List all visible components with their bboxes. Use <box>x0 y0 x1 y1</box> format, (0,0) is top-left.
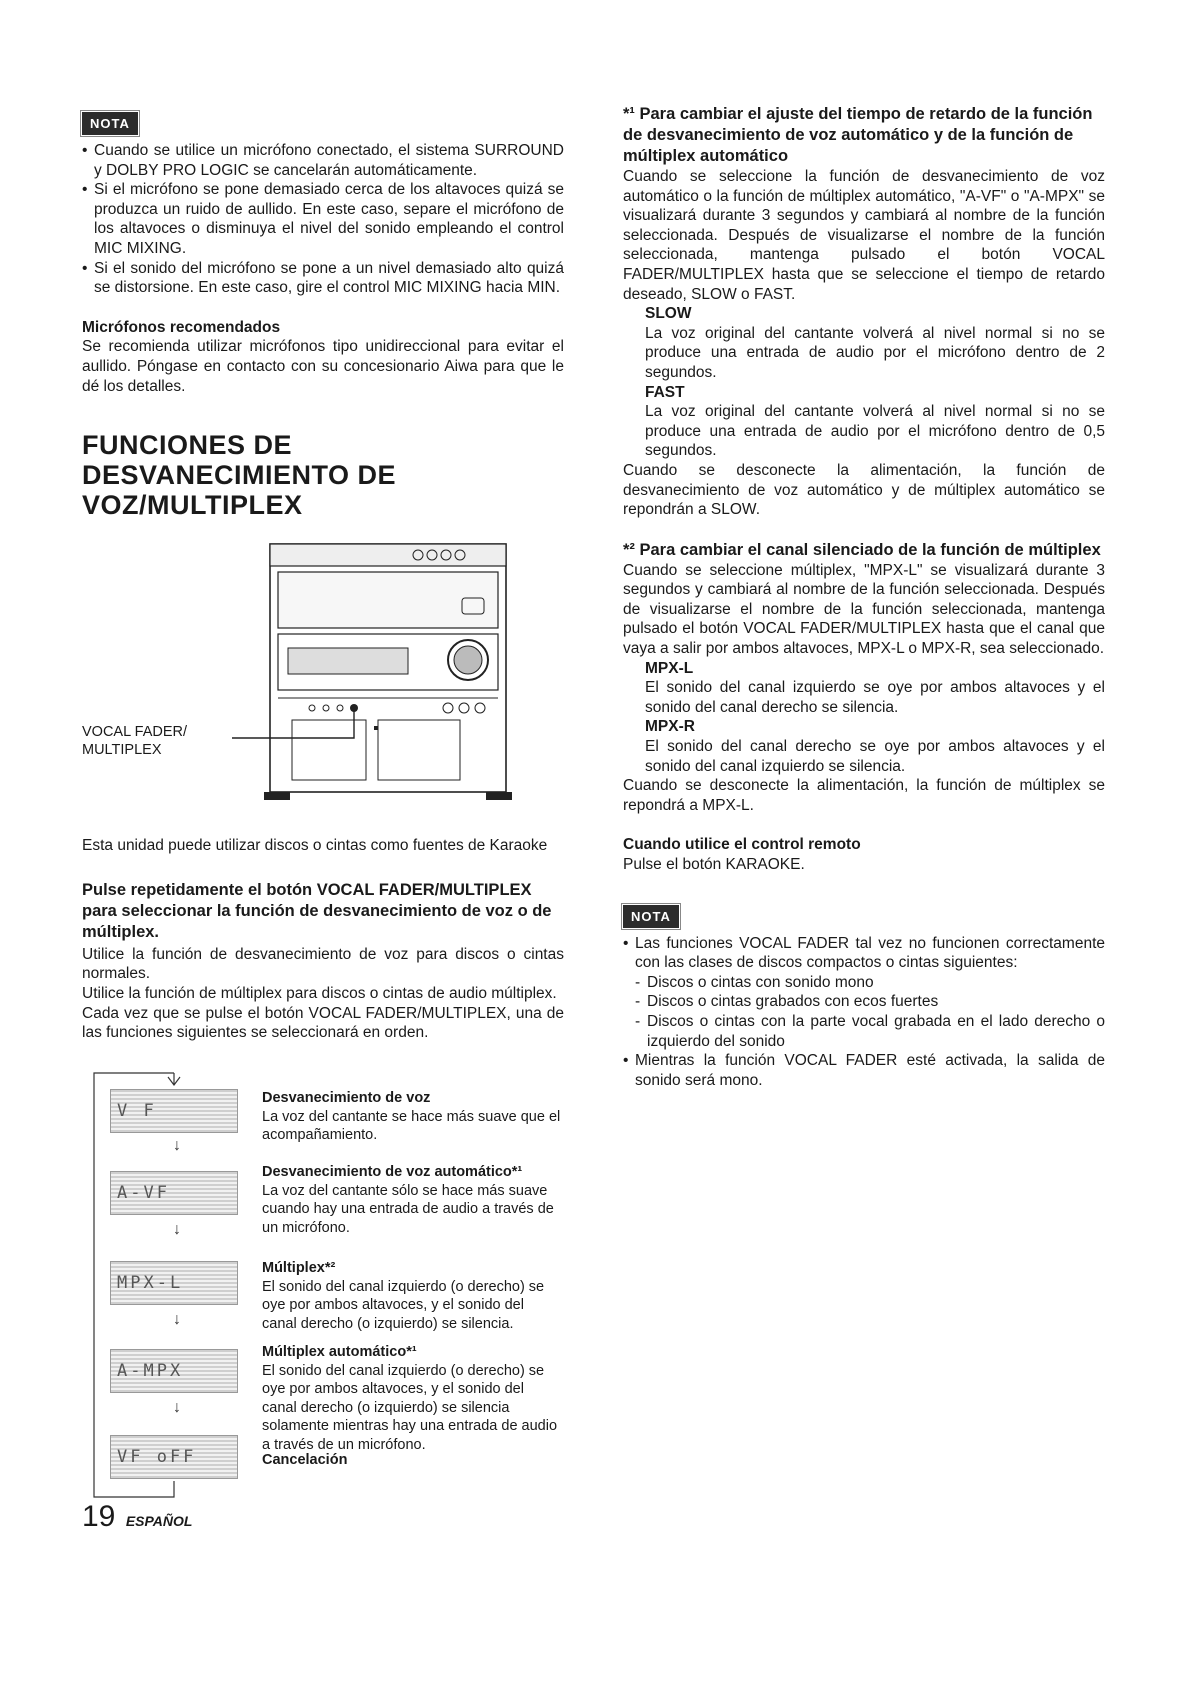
function-entry <box>262 1089 562 1145</box>
function-title: Múltiplex automático*¹ <box>262 1343 417 1360</box>
delay-heading: *¹ Para cambiar el ajuste del tiempo de retardo de la función de desvanecimiento de voz automático y de la función de múltiplex automático <box>623 105 1093 165</box>
page-number: 19 <box>82 1500 116 1533</box>
paragraph: Cuando se desconecte la alimentación, la función de múltiplex se repondrá a MPX-L. <box>623 777 1105 814</box>
intro-text: Esta unidad puede utilizar discos o cintas como fuentes de Karaoke <box>82 837 548 855</box>
remote-text: Pulse el botón KARAOKE. <box>623 856 805 873</box>
function-title: Múltiplex*² <box>262 1259 336 1276</box>
nota-badge: NOTA <box>623 905 679 928</box>
function-entry <box>262 1259 562 1334</box>
paragraph: Cuando se seleccione la función de desvanecimiento de voz automático o la función de múltiplex automático, "A-VF" o "A-MPX" se visualizará durante 3 segundos y cambiará al nombre de la función seleccionada. Después de visualizarse el nombre de la función seleccionada, mantenga pulsado el botón VOCAL FADER/MULTIPLEX hasta que se seleccione el tiempo de retardo deseado, SLOW o FAST. <box>623 168 1105 303</box>
nota-item: • Si el sonido del micrófono se pone a un nivel demasiado alto quizá se distorsione. En este caso, gire el control MIC MIXING hacia MIN. <box>82 259 564 298</box>
nota-subitem: - Discos o cintas grabados con ecos fuertes <box>635 992 1105 1012</box>
function-entry <box>262 1343 562 1455</box>
diagram-label: MULTIPLEX <box>82 742 162 759</box>
nota-item: • Si el micrófono se pone demasiado cerca de los altavoces quizá se produzca un ruido de aullido. En este caso, separe el micrófono de los altavoces o disminuya el nivel del sonido empleando el control MIC MIXING. <box>82 180 564 258</box>
remote-heading: Cuando utilice el control remoto <box>623 836 861 854</box>
down-arrow-icon: ↓ <box>173 1136 181 1154</box>
section-title: FUNCIONES DE DESVANECIMIENTO DE VOZ/MULTIPLEX <box>82 430 397 521</box>
option-text: El sonido del canal izquierdo se oye por ambos altavoces y el sonido del canal derecho se silencia. <box>645 679 1105 716</box>
nota-sublist <box>635 973 1105 1051</box>
function-entry <box>262 1451 562 1470</box>
function-text: La voz del cantante sólo se hace más suave cuando hay una entrada de audio a través de un micrófono. <box>262 1182 554 1236</box>
instruction-heading: Pulse repetidamente el botón VOCAL FADER/MULTIPLEX para seleccionar la función de desvanecimiento de voz o de múltiplex. <box>82 880 552 941</box>
function-text: El sonido del canal izquierdo (o derecho) se oye por ambos altavoces, y el sonido del canal derecho (o izquierdo) se silencia solamente mientras hay una entrada de audio a través de un micrófono. <box>262 1362 558 1453</box>
nota-item-text: Las funciones VOCAL FADER tal vez no funcionen correctamente con las clases de discos compactos o cintas siguientes: <box>635 934 1105 972</box>
nota-item: • Cuando se utilice un micrófono conectado, el sistema SURROUND y DOLBY PRO LOGIC se cancelarán automáticamente. <box>82 141 564 180</box>
lcd-display: A-VF <box>110 1171 238 1215</box>
function-title: Cancelación <box>262 1451 348 1468</box>
function-entry <box>262 1163 562 1238</box>
diagram-label: VOCAL FADER/ <box>82 724 188 741</box>
option-text: La voz original del cantante volverá al nivel normal si no se produce una entrada de audio por el micrófono dentro de 2 segundos. <box>645 324 1105 381</box>
page-footer <box>82 1500 192 1534</box>
function-text: La voz del cantante se hace más suave que el acompañamiento. <box>262 1108 561 1144</box>
lcd-display: V F <box>110 1089 238 1133</box>
nota-item: • Mientras la función VOCAL FADER esté activada, la salida de sonido será mono. <box>623 1051 1105 1090</box>
left-column <box>82 112 564 1511</box>
diagram-callout <box>82 723 187 759</box>
lcd-display: A-MPX <box>110 1349 238 1393</box>
paragraph: Cada vez que se pulse el botón VOCAL FADER/MULTIPLEX, una de las funciones siguientes se seleccionará en orden. <box>82 1004 564 1042</box>
option-label: MPX-L <box>645 659 694 677</box>
lcd-display: VF oFF <box>110 1435 238 1479</box>
nota-subitem: - Discos o cintas con sonido mono <box>635 973 1105 993</box>
stereo-diagram <box>82 538 564 816</box>
channel-heading: *² Para cambiar el canal silenciado de la función de múltiplex <box>623 540 1101 559</box>
nota-list <box>82 141 564 298</box>
down-arrow-icon: ↓ <box>173 1220 181 1238</box>
paragraph: Utilice la función de múltiplex para discos o cintas de audio múltiplex. <box>82 984 557 1002</box>
option-text: La voz original del cantante volverá al nivel normal si no se produce una entrada de audio por el micrófono dentro de 0,5 segundos. <box>645 403 1105 460</box>
option-label: SLOW <box>645 305 692 323</box>
down-arrow-icon: ↓ <box>173 1310 181 1328</box>
lcd-display: MPX-L <box>110 1261 238 1305</box>
paragraph: Cuando se desconecte la alimentación, la función de desvanecimiento de voz automático y de múltiplex automático se repondrán a SLOW. <box>623 461 1105 519</box>
stereo-illustration <box>82 538 564 816</box>
nota-list <box>623 934 1105 1091</box>
option-label: FAST <box>645 383 685 401</box>
mics-text: Se recomienda utilizar micrófonos tipo unidireccional para evitar el aullido. Póngase en contacto con su concesionario Aiwa para que le dé los detalles. <box>82 338 564 395</box>
language-label: ESPAÑOL <box>125 1513 193 1529</box>
nota-badge: NOTA <box>82 112 138 135</box>
function-text: El sonido del canal izquierdo (o derecho) se oye por ambos altavoces, y el sonido del canal derecho (o izquierdo) se silencia. <box>262 1278 545 1332</box>
function-sequence <box>82 1059 564 1511</box>
function-title: Desvanecimiento de voz <box>262 1089 431 1106</box>
option-text: El sonido del canal derecho se oye por ambos altavoces y el sonido del canal izquierdo se silencia. <box>645 738 1105 775</box>
right-column <box>623 104 1105 1090</box>
paragraph: Cuando se seleccione múltiplex, "MPX-L" se visualizará durante 3 segundos y cambiará al nombre de la función seleccionada. Después de visualizarse el nombre de la función seleccionada, mantenga pulsado el botón VOCAL FADER/MULTIPLEX hasta que el canal que vaya a salir por ambos altavoces, MPX-L o MPX-R, sea seleccionado. <box>623 561 1105 658</box>
nota-subitem: - Discos o cintas con la parte vocal grabada en el lado derecho o izquierdo del sonido <box>635 1012 1105 1051</box>
option-label: MPX-R <box>645 718 695 736</box>
paragraph: Utilice la función de desvanecimiento de voz para discos o cintas normales. <box>82 945 564 983</box>
down-arrow-icon: ↓ <box>173 1398 181 1416</box>
mics-heading: Micrófonos recomendados <box>82 318 281 336</box>
function-title: Desvanecimiento de voz automático*¹ <box>262 1163 523 1180</box>
nota-item <box>623 934 1105 1052</box>
